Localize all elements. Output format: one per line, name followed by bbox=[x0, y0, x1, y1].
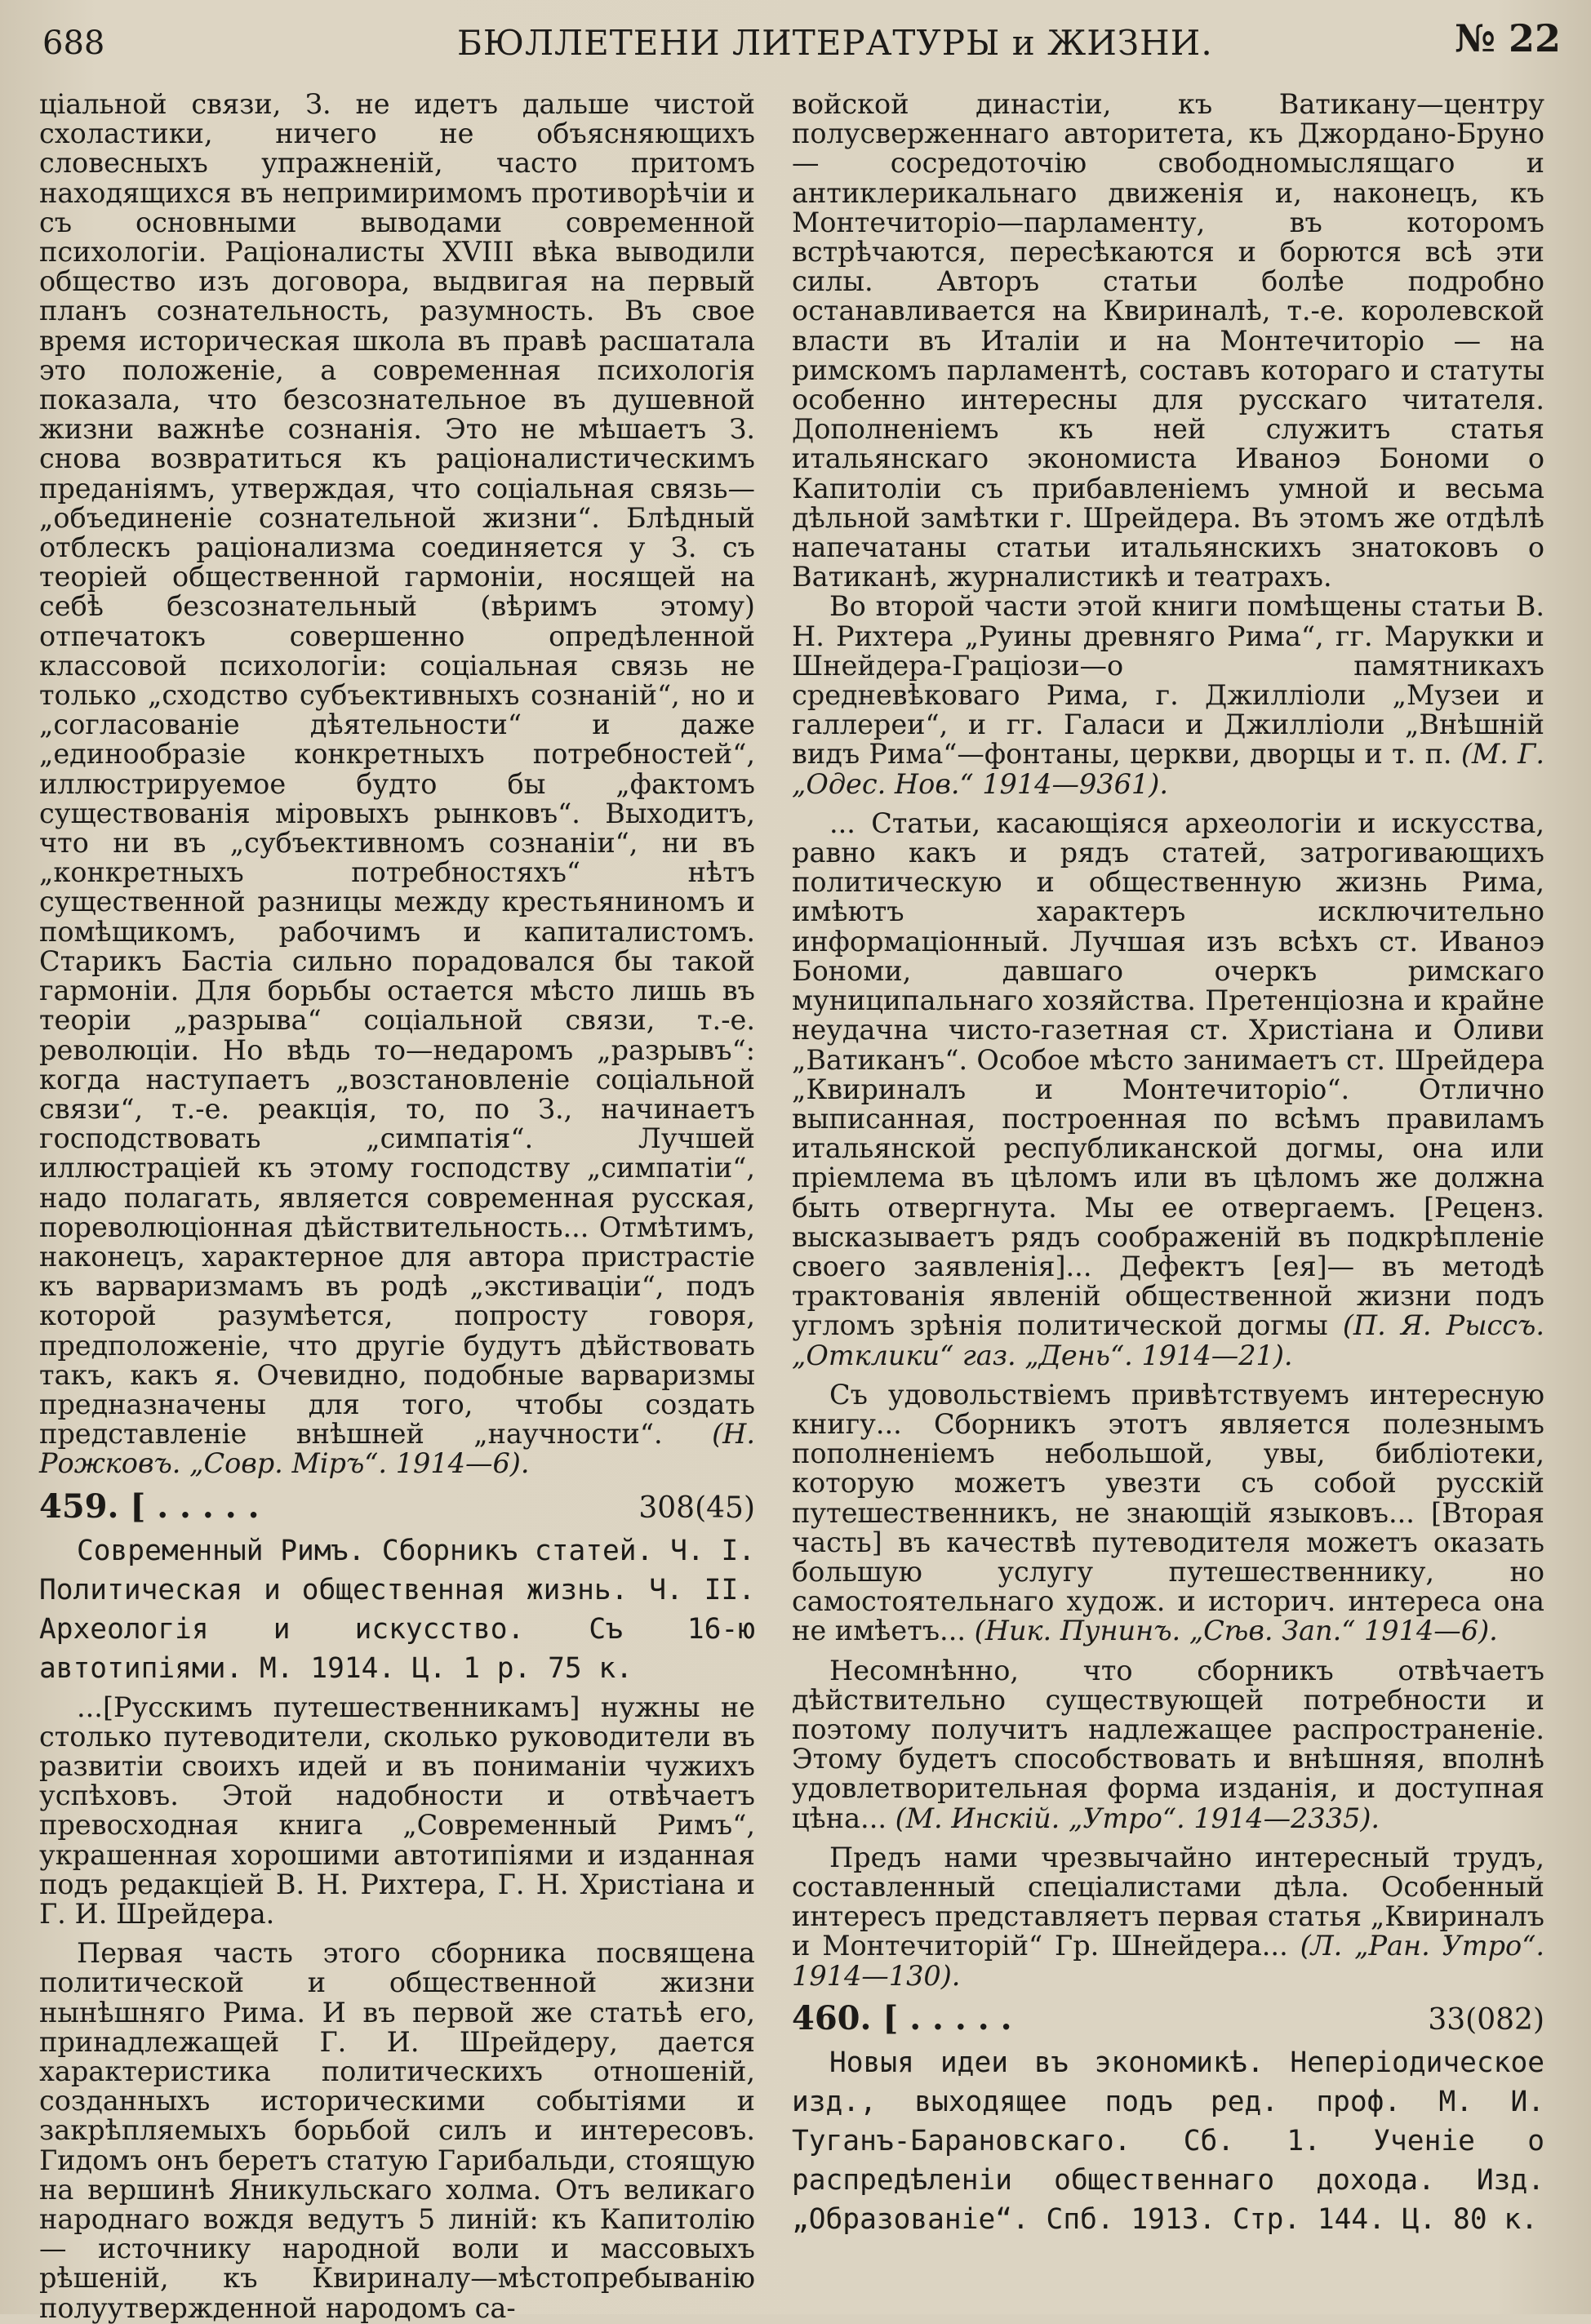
review-paragraph: ціальной связи, З. не идетъ дальше чистой схоластики, ничего не объясняющихъ словесныхъ упражненій, часто притомъ находящихся въ непримиримомъ противорѣчіи и съ основными выводами современной психологіи. Раціоналисты XVIII вѣка выводили общество изъ договора, выдвигая на первый планъ сознательность, разумность. Въ свое время историческая школа въ правѣ расшатала это положеніе, а современная психологія показала, что безсознательное въ душевной жизни важнѣе сознанія. Это не мѣшаетъ З. снова возвратиться къ раціоналистическимъ преданіямъ, утверждая, что соціальная связь—„объединеніе сознательной жизни“. Блѣдный отблескъ раціонализма соединяется у З. съ теоріей общественной гармоніи, носящей на себѣ безсознательный (вѣримъ этому) отпечатокъ совершенно опредѣленной классовой психологіи: соціальная связь не только „сходство субъективныхъ сознаній“, но и „согласованіе дѣятельности“ и даже „единообразіе конкретныхъ потребностей“, иллюстрируемое будто бы „фактомъ существованія міровыхъ рынковъ“. Выходитъ, что ни въ „субъективномъ сознаніи“, ни въ „конкретныхъ потребностяхъ“ нѣтъ существенной разницы между крестьяниномъ и помѣщикомъ, рабочимъ и капиталистомъ. Старикъ Бастіа сильно порадовался бы такой гармоніи. Для борьбы остается мѣсто лишь въ теоріи „разрыва“ соціальной связи, т.-е. революціи. Но вѣдь то—недаромъ „разрывъ“: когда наступаетъ „возстановленіе соціальной связи“, т.-е. реакція, то, по З., начинаетъ господствовать „симпатія“. Лучшей иллюстраціей къ этому господству „симпатіи“, надо полагать, является современная русская, пореволюціонная дѣйствительность... Отмѣтимъ, наконецъ, характерное для автора пристрастіе къ варваризмамъ въ родѣ „экстиваціи“, подъ которой разумѣется, попросту говоря, предположеніе, что другіе будутъ дѣйствовать такъ, какъ я. Очевидно, подобные варваризмы предназначены для того, чтобы создать представленіе внѣшней „научности“. (Н. Рожковъ. „Совр. Міръ“. 1914—6). bbox=[39, 88, 755, 1480]
review-source: (П. Я. Рыссъ. „Отклики“ газ. „День“. 1914—21). bbox=[792, 1309, 1544, 1371]
review-paragraph: Во второй части этой книги помѣщены статьи В. Н. Рихтера „Руины древняго Рима“, гг. Марукки и Шнейдера-Граціози—о памятникахъ средневѣковаго Рима, г. Джиллioли „Музеи и галлереи“, и гг. Галаси и Джиллioли „Внѣшній видъ Рима“—фонтаны, церкви, дворцы и т. п. (М. Г. „Одес. Нов.“ 1914—9361). bbox=[792, 590, 1544, 800]
page-header bbox=[0, 0, 1591, 90]
entry-459-code: 308(45) bbox=[638, 1491, 755, 1525]
right-column bbox=[792, 90, 1544, 2244]
review-paragraph: Первая часть этого сборника посвящена политической и общественной жизни нынѣшняго Рима. И въ первой же статьѣ его, принадлежащей Г. И. Шрейдеру, дается характеристика политическихъ отношеній, созданныхъ историческими событіями и закрѣпляемыхъ борьбой силъ и интересовъ. Гидомъ онъ беретъ статую Гарибальди, стоящую на вершинѣ Яникульскаго холма. Отъ великаго народнаго вождя ведутъ 5 линій: къ Капитолію — источнику народной воли и массовыхъ рѣшеній, къ Квириналу—мѣстопребыванію полуутвержденной народомъ са- bbox=[39, 1937, 755, 2324]
review-source: (М. Инскій. „Утро“. 1914—2335). bbox=[895, 1802, 1380, 1834]
entry-460-header bbox=[792, 1999, 1544, 2040]
entry-460-number: 460. [ . . . . . bbox=[792, 1998, 1012, 2037]
review-source: (Н. Рожковъ. „Совр. Міръ“. 1914—6). bbox=[39, 1418, 755, 1480]
review-paragraph: Предъ нами чрезвычайно интересный трудъ, составленный спеціалистами дѣла. Особенный интересъ представляетъ первая статья „Квириналъ и Монтечиторій“ Гр. Шнейдера... (Л. „Ран. Утро“. 1914—130). bbox=[792, 1841, 1544, 1992]
entry-460-title: Новыя идеи въ экономикѣ. Неперіодическое изд., выходящее подъ ред. проф. М. И. Туганъ-Барановскаго. Сб. 1. Ученіе о распредѣленіи общественнаго дохода. Изд. „Образованіе“. Спб. 1913. Стр. 144. Ц. 80 к. bbox=[792, 2046, 1544, 2236]
page-number: 688 bbox=[42, 24, 105, 62]
review-source: (Ник. Пунинъ. „Сѣв. Зап.“ 1914—6). bbox=[974, 1615, 1498, 1647]
review-paragraph: ... Статьи, касающіяся археологіи и искусства, равно какъ и рядъ статей, затрогивающихъ политическую и общественную жизнь Рима, имѣютъ характеръ исключительно информаціонный. Лучшая изъ всѣхъ ст. Иваноэ Бономи, давшаго очеркъ римскаго муниципальнаго хозяйства. Претенціозна и крайне неудачна чисто-газетная ст. Христіана и Оливи „Ватиканъ“. Особое мѣсто занимаетъ ст. Шрейдера „Квириналъ и Монтечиторіо“. Отлично выписанная, построенная по всѣмъ правиламъ итальянской республиканской догмы, она или пріемлема въ цѣломъ или въ цѣломъ же должна быть отвергнута. Мы ее отвергаемъ. [Реценз. высказываетъ рядъ соображеній въ подкрѣпленіе своего заявленія]... Дефектъ [ея]— въ методѣ трактованія явленій общественной жизни подъ угломъ зрѣнія политической догмы (П. Я. Рыссъ. „Отклики“ газ. „День“. 1914—21). bbox=[792, 807, 1544, 1371]
review-paragraph: ...[Русскимъ путешественникамъ] нужны не столько путеводители, сколько руководители въ развитіи своихъ идей и въ пониманіи чужихъ успѣховъ. Этой надобности и отвѣчаетъ превосходная книга „Современный Римъ“, украшенная хорошими автотипіями и изданная подъ редакціей В. Н. Рихтера, Г. Н. Христіана и Г. И. Шрейдера. bbox=[39, 1691, 755, 1930]
review-source: (Л. „Ран. Утро“. 1914—130). bbox=[792, 1930, 1544, 1992]
review-paragraph: войской династіи, къ Ватикану—центру полусверженнаго авторитета, къ Джордано-Бруно — сосредоточію свободномыслящаго и антиклерикальнаго движенія и, наконецъ, къ Монтечиторіо—парламенту, въ которомъ встрѣчаются, пересѣкаются и борются всѣ эти силы. Авторъ статьи болѣе подробно останавливается на Квириналѣ, т.-е. королевской власти въ Италіи и на Монтечиторіо — на римскомъ парламентѣ, составъ котораго и статуты особенно интересны для русскаго читателя. Дополненіемъ къ ней служитъ статья итальянскаго экономиста Иваноэ Бономи о Капитоліи съ прибавленіемъ умной и весьма дѣльной замѣтки г. Шрейдера. Въ этомъ же отдѣлѣ напечатаны статьи итальянскихъ знатоковъ о Ватиканѣ, журналистикѣ и театрахъ. bbox=[792, 88, 1544, 593]
issue-number: № 22 bbox=[1455, 16, 1562, 60]
review-paragraph: Съ удовольствіемъ привѣтствуемъ интересную книгу... Сборникъ этотъ является полезнымъ пополненіемъ небольшой, увы, библіотеки, которую можетъ увезти съ собой русскій путешественникъ, не знающій языковъ... [Вторая часть] въ качествѣ путеводителя можетъ оказать большую услугу путешественнику, но самостоятельнаго худож. и историч. интереса она не имѣетъ... (Ник. Пунинъ. „Сѣв. Зап.“ 1914—6). bbox=[792, 1378, 1544, 1647]
journal-title: БЮЛЛЕТЕНИ ЛИТЕРАТУРЫ и ЖИЗНИ. bbox=[457, 23, 1213, 63]
entry-459-number: 459. [ . . . . . bbox=[39, 1486, 260, 1526]
left-column bbox=[39, 90, 755, 2323]
entry-460-code: 33(082) bbox=[1428, 2002, 1544, 2037]
entry-459-header bbox=[39, 1487, 755, 1528]
review-source: (М. Г. „Одес. Нов.“ 1914—9361). bbox=[792, 738, 1544, 800]
entry-459-title: Современный Римъ. Сборникъ статей. Ч. I. Политическая и общественная жизнь. Ч. II. Археологія и искусство. Съ 16-ю автотипіями. М. 1914. Ц. 1 р. 75 к. bbox=[39, 1534, 755, 1685]
review-paragraph: Несомнѣнно, что сборникъ отвѣчаетъ дѣйствительно существующей потребности и поэтому получитъ надлежащее распространеніе. Этому будетъ способствовать и внѣшняя, вполнѣ удовлетворительная форма изданія, и доступная цѣна... (М. Инскій. „Утро“. 1914—2335). bbox=[792, 1654, 1544, 1834]
